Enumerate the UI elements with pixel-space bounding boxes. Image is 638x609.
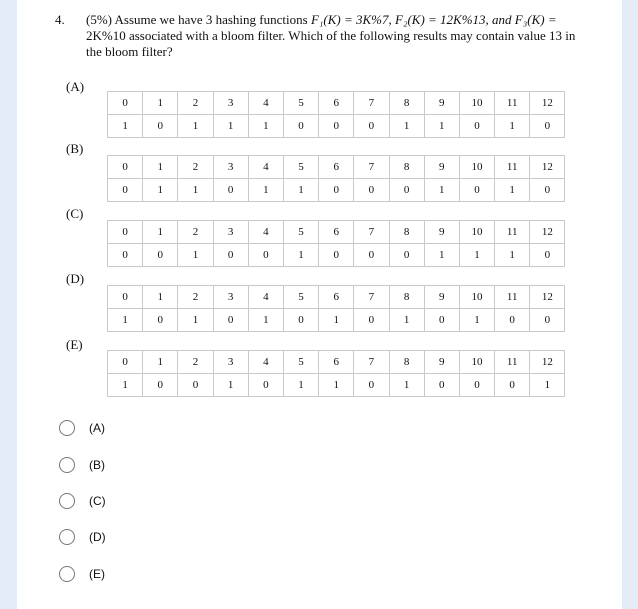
choice-label: (E) — [89, 567, 105, 581]
bit-cell: 1 — [495, 115, 530, 138]
index-cell: 3 — [213, 286, 248, 309]
bit-cell: 0 — [530, 115, 565, 138]
option-label: (A) — [66, 79, 85, 94]
bit-cell: 0 — [354, 244, 389, 267]
bit-cell: 1 — [108, 309, 143, 332]
index-cell: 8 — [389, 92, 424, 115]
index-cell: 4 — [248, 351, 283, 374]
index-cell: 3 — [213, 92, 248, 115]
radio-icon[interactable] — [59, 566, 75, 582]
index-cell: 7 — [354, 221, 389, 244]
index-cell: 2 — [178, 221, 213, 244]
index-row — [108, 221, 565, 244]
index-cell: 11 — [495, 92, 530, 115]
bit-cell: 1 — [143, 179, 178, 202]
bit-cell: 0 — [213, 179, 248, 202]
index-cell: 12 — [530, 286, 565, 309]
bit-cell: 0 — [389, 179, 424, 202]
bit-cell: 0 — [354, 374, 389, 397]
bit-cell: 1 — [424, 179, 459, 202]
index-row — [108, 92, 565, 115]
bloom-filter-table — [107, 350, 565, 397]
bit-cell: 0 — [530, 309, 565, 332]
bit-cell: 0 — [459, 374, 494, 397]
bit-cell: 0 — [424, 374, 459, 397]
question-card — [17, 0, 622, 609]
index-cell: 0 — [108, 221, 143, 244]
bit-cell: 1 — [459, 244, 494, 267]
index-cell: 11 — [495, 221, 530, 244]
index-cell: 0 — [108, 286, 143, 309]
bit-cell: 0 — [213, 309, 248, 332]
bit-cell: 1 — [319, 309, 354, 332]
bit-cell: 0 — [354, 309, 389, 332]
index-cell: 7 — [354, 351, 389, 374]
bit-cell: 0 — [108, 179, 143, 202]
bit-cell: 0 — [319, 115, 354, 138]
index-cell: 6 — [319, 286, 354, 309]
bit-cell: 0 — [213, 244, 248, 267]
bit-cell: 1 — [389, 374, 424, 397]
bit-row — [108, 115, 565, 138]
bit-cell: 0 — [143, 244, 178, 267]
index-cell: 2 — [178, 351, 213, 374]
bit-cell: 1 — [178, 244, 213, 267]
index-row — [108, 351, 565, 374]
question-text-line2: 2K%10 associated with a bloom filter. Which of the following results may contain value 13 in — [86, 28, 576, 43]
bit-cell: 1 — [248, 115, 283, 138]
index-cell: 3 — [213, 221, 248, 244]
bit-cell: 0 — [178, 374, 213, 397]
bit-cell: 1 — [178, 179, 213, 202]
index-cell: 2 — [178, 286, 213, 309]
index-cell: 8 — [389, 221, 424, 244]
index-cell: 11 — [495, 286, 530, 309]
index-cell: 12 — [530, 92, 565, 115]
index-cell: 1 — [143, 92, 178, 115]
bit-cell: 0 — [459, 115, 494, 138]
bit-cell: 0 — [248, 374, 283, 397]
index-cell: 9 — [424, 286, 459, 309]
bit-cell: 1 — [424, 244, 459, 267]
question-text-line1: (5%) Assume we have 3 hashing functions — [86, 12, 311, 27]
bit-cell: 1 — [459, 309, 494, 332]
option-label: (E) — [66, 337, 83, 352]
bit-cell: 0 — [530, 244, 565, 267]
bit-cell: 0 — [495, 309, 530, 332]
index-cell: 0 — [108, 351, 143, 374]
bloom-filter-table — [107, 91, 565, 138]
bit-cell: 1 — [178, 115, 213, 138]
index-row — [108, 286, 565, 309]
index-cell: 7 — [354, 286, 389, 309]
index-cell: 10 — [459, 92, 494, 115]
bit-cell: 0 — [108, 244, 143, 267]
index-cell: 5 — [283, 286, 318, 309]
bit-cell: 1 — [213, 115, 248, 138]
index-cell: 5 — [283, 351, 318, 374]
radio-icon[interactable] — [59, 457, 75, 473]
bit-row — [108, 309, 565, 332]
index-cell: 10 — [459, 156, 494, 179]
index-cell: 7 — [354, 156, 389, 179]
index-cell: 2 — [178, 92, 213, 115]
choice-label: (B) — [89, 458, 105, 472]
bit-cell: 1 — [178, 309, 213, 332]
index-cell: 6 — [319, 221, 354, 244]
bit-cell: 0 — [248, 244, 283, 267]
index-cell: 0 — [108, 156, 143, 179]
bit-cell: 0 — [143, 309, 178, 332]
index-cell: 1 — [143, 286, 178, 309]
index-cell: 3 — [213, 351, 248, 374]
index-cell: 1 — [143, 351, 178, 374]
choice-label: (A) — [89, 421, 105, 435]
option-label: (B) — [66, 141, 84, 156]
index-cell: 4 — [248, 286, 283, 309]
index-cell: 6 — [319, 156, 354, 179]
bit-cell: 0 — [495, 374, 530, 397]
bit-cell: 1 — [283, 374, 318, 397]
index-cell: 5 — [283, 92, 318, 115]
choice-label: (D) — [89, 530, 106, 544]
index-cell: 2 — [178, 156, 213, 179]
index-cell: 8 — [389, 286, 424, 309]
question-text-line3: the bloom filter? — [86, 44, 173, 59]
index-cell: 4 — [248, 221, 283, 244]
index-cell: 7 — [354, 92, 389, 115]
index-cell: 12 — [530, 156, 565, 179]
index-cell: 9 — [424, 156, 459, 179]
bit-cell: 0 — [354, 115, 389, 138]
option-label: (C) — [66, 206, 84, 221]
bit-cell: 0 — [319, 179, 354, 202]
bit-cell: 0 — [283, 115, 318, 138]
index-cell: 12 — [530, 351, 565, 374]
index-cell: 1 — [143, 156, 178, 179]
index-cell: 8 — [389, 156, 424, 179]
bit-row — [108, 374, 565, 397]
bit-cell: 0 — [389, 244, 424, 267]
bloom-filter-table — [107, 285, 565, 332]
index-cell: 4 — [248, 92, 283, 115]
bit-cell: 0 — [143, 115, 178, 138]
index-cell: 11 — [495, 351, 530, 374]
choice-a[interactable] — [59, 418, 259, 438]
bit-cell: 1 — [283, 179, 318, 202]
bit-cell: 1 — [213, 374, 248, 397]
index-cell: 8 — [389, 351, 424, 374]
index-cell: 10 — [459, 221, 494, 244]
index-row — [108, 156, 565, 179]
bit-cell: 1 — [319, 374, 354, 397]
bloom-filter-table — [107, 220, 565, 267]
index-cell: 9 — [424, 351, 459, 374]
bit-cell: 1 — [495, 244, 530, 267]
index-cell: 3 — [213, 156, 248, 179]
option-label: (D) — [66, 271, 85, 286]
radio-icon[interactable] — [59, 529, 75, 545]
index-cell: 9 — [424, 92, 459, 115]
index-cell: 0 — [108, 92, 143, 115]
bit-row — [108, 244, 565, 267]
hash-functions: F₁(K) = 3K%7, F₂(K) = 12K%13, and F₃(K) = — [310, 12, 557, 27]
index-cell: 9 — [424, 221, 459, 244]
bit-cell: 0 — [459, 179, 494, 202]
bit-cell: 1 — [248, 179, 283, 202]
bit-cell: 1 — [108, 115, 143, 138]
index-cell: 5 — [283, 156, 318, 179]
bit-cell: 0 — [424, 309, 459, 332]
choice-e[interactable] — [59, 564, 259, 584]
bit-row — [108, 179, 565, 202]
bit-cell: 1 — [530, 374, 565, 397]
radio-icon[interactable] — [59, 420, 75, 436]
index-cell: 1 — [143, 221, 178, 244]
index-cell: 6 — [319, 92, 354, 115]
bit-cell: 0 — [530, 179, 565, 202]
bit-cell: 0 — [354, 179, 389, 202]
index-cell: 5 — [283, 221, 318, 244]
bit-cell: 0 — [283, 309, 318, 332]
bit-cell: 0 — [319, 244, 354, 267]
index-cell: 11 — [495, 156, 530, 179]
bit-cell: 0 — [143, 374, 178, 397]
bit-cell: 1 — [495, 179, 530, 202]
choice-d[interactable] — [59, 527, 259, 547]
bit-cell: 1 — [389, 115, 424, 138]
index-cell: 10 — [459, 351, 494, 374]
bit-cell: 1 — [424, 115, 459, 138]
bit-cell: 1 — [389, 309, 424, 332]
index-cell: 10 — [459, 286, 494, 309]
bit-cell: 1 — [283, 244, 318, 267]
index-cell: 4 — [248, 156, 283, 179]
index-cell: 6 — [319, 351, 354, 374]
choice-label: (C) — [89, 494, 106, 508]
choice-b[interactable] — [59, 455, 259, 475]
question-text — [86, 12, 586, 60]
question-number: 4. — [55, 12, 65, 27]
bit-cell: 1 — [108, 374, 143, 397]
bloom-filter-table — [107, 155, 565, 202]
choice-c[interactable] — [59, 491, 259, 511]
index-cell: 12 — [530, 221, 565, 244]
bit-cell: 1 — [248, 309, 283, 332]
radio-icon[interactable] — [59, 493, 75, 509]
